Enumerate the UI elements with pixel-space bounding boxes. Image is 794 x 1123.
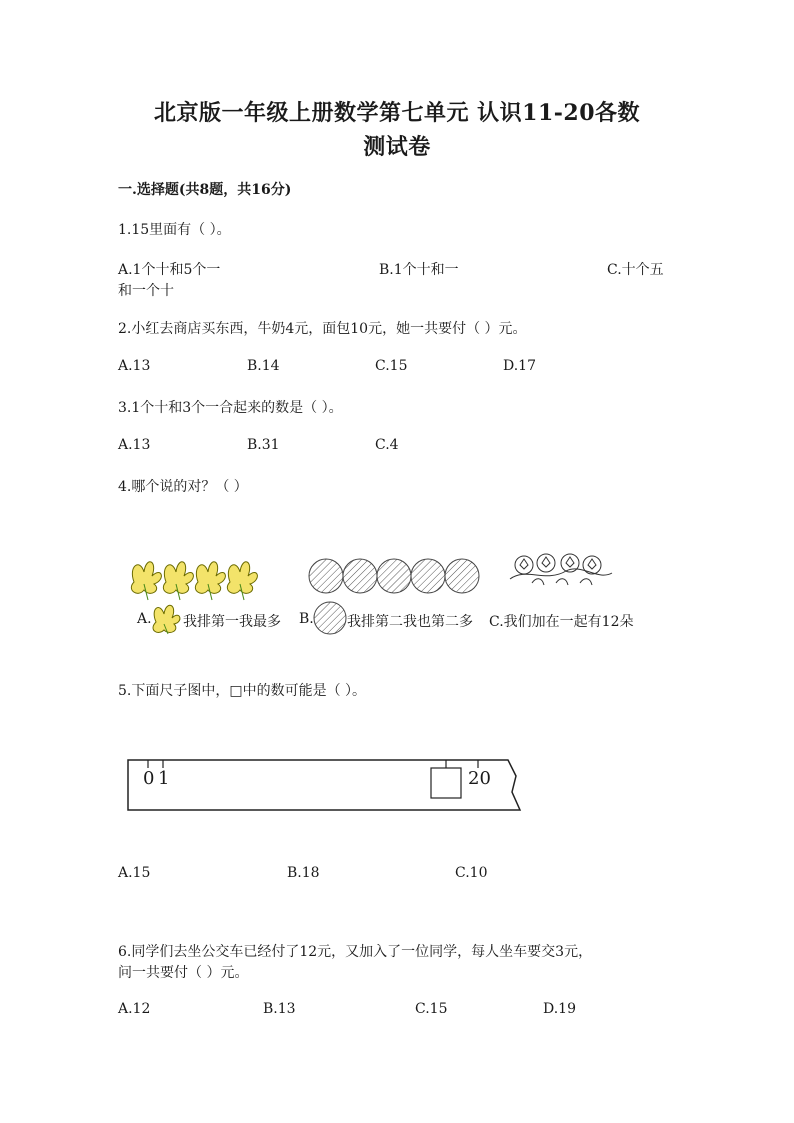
question-6-option-a: A.12 (118, 1001, 151, 1017)
question-3-option-b: B.31 (247, 437, 280, 453)
question-2-option-d: D.17 (503, 358, 536, 374)
flower-icon (131, 562, 161, 600)
round-flower-icon (377, 559, 411, 593)
page-title-line2: 测试卷 (363, 134, 431, 160)
page-title-line1: 北京版一年级上册数学第七单元 认识11-20各数 (153, 100, 641, 126)
ruler-illustration (126, 756, 526, 816)
question-6-option-c: C.15 (415, 1001, 448, 1017)
question-4-option-c: C.我们加在一起有12朵 (489, 614, 634, 630)
question-3-option-c: C.4 (375, 437, 399, 453)
round-flower-icon (445, 559, 479, 593)
question-5-stem: 5.下面尺子图中，□中的数可能是（ ）。 (118, 683, 367, 699)
question-1-option-c: C.十个五 (607, 262, 664, 278)
ruler-label-0: 0 (143, 768, 155, 789)
round-flower-icon (343, 559, 377, 593)
ruler-label-20: 20 (468, 768, 491, 789)
morning-glory-icon (515, 556, 533, 574)
question-2-option-c: C.15 (375, 358, 408, 374)
section-heading: 一.选择题(共8题，共16分) (118, 182, 292, 198)
question-2-option-a: A.13 (118, 358, 151, 374)
round-flower-icon (313, 598, 347, 638)
round-flower-icon (309, 559, 343, 593)
question-6-stem-line2: 问一共要付（ ）元。 (118, 965, 249, 981)
question-5-option-b: B.18 (287, 865, 320, 881)
flower-icon (227, 562, 257, 600)
morning-glory-icon (583, 556, 601, 574)
question-3-stem: 3.1个十和3个一合起来的数是（ ）。 (118, 400, 343, 416)
question-4-option-a: 我排第一我最多 (183, 614, 281, 630)
question-4-stem: 4.哪个说的对？（ ） (118, 479, 248, 495)
question-1-option-a: A.1个十和5个一 (118, 262, 221, 278)
round-flowers-group-illustration (308, 556, 478, 598)
question-1-stem: 1.15里面有（ ）。 (118, 222, 231, 238)
flower-icon (195, 562, 225, 600)
question-6-option-d: D.19 (543, 1001, 576, 1017)
yellow-flowers-group-illustration (126, 552, 266, 602)
question-1-option-b: B.1个十和一 (379, 262, 459, 278)
morning-glory-group-illustration (506, 553, 616, 593)
unknown-number-box (431, 768, 461, 798)
yellow-flower-icon (148, 598, 182, 634)
morning-glory-icon (537, 554, 555, 572)
question-6-stem: 6.同学们去坐公交车已经付了12元，又加入了一位同学，每人坐车要交3元， (118, 944, 593, 960)
question-4-option-a-prefix: A. (137, 611, 152, 627)
question-4-option-b-prefix: B. (299, 611, 314, 627)
question-5-option-a: A.15 (118, 865, 151, 881)
question-3-option-a: A.13 (118, 437, 151, 453)
question-1-option-c-continuation: 和一个十 (118, 283, 174, 299)
question-6-option-b: B.13 (263, 1001, 296, 1017)
question-2-stem: 2.小红去商店买东西，牛奶4元，面包10元，她一共要付（ ）元。 (118, 321, 527, 337)
round-flower-icon (411, 559, 445, 593)
question-2-option-b: B.14 (247, 358, 280, 374)
question-5-option-c: C.10 (455, 865, 488, 881)
flower-icon (163, 562, 193, 600)
question-4-option-b: 我排第二我也第二多 (347, 614, 473, 630)
ruler-label-1: 1 (158, 768, 170, 789)
